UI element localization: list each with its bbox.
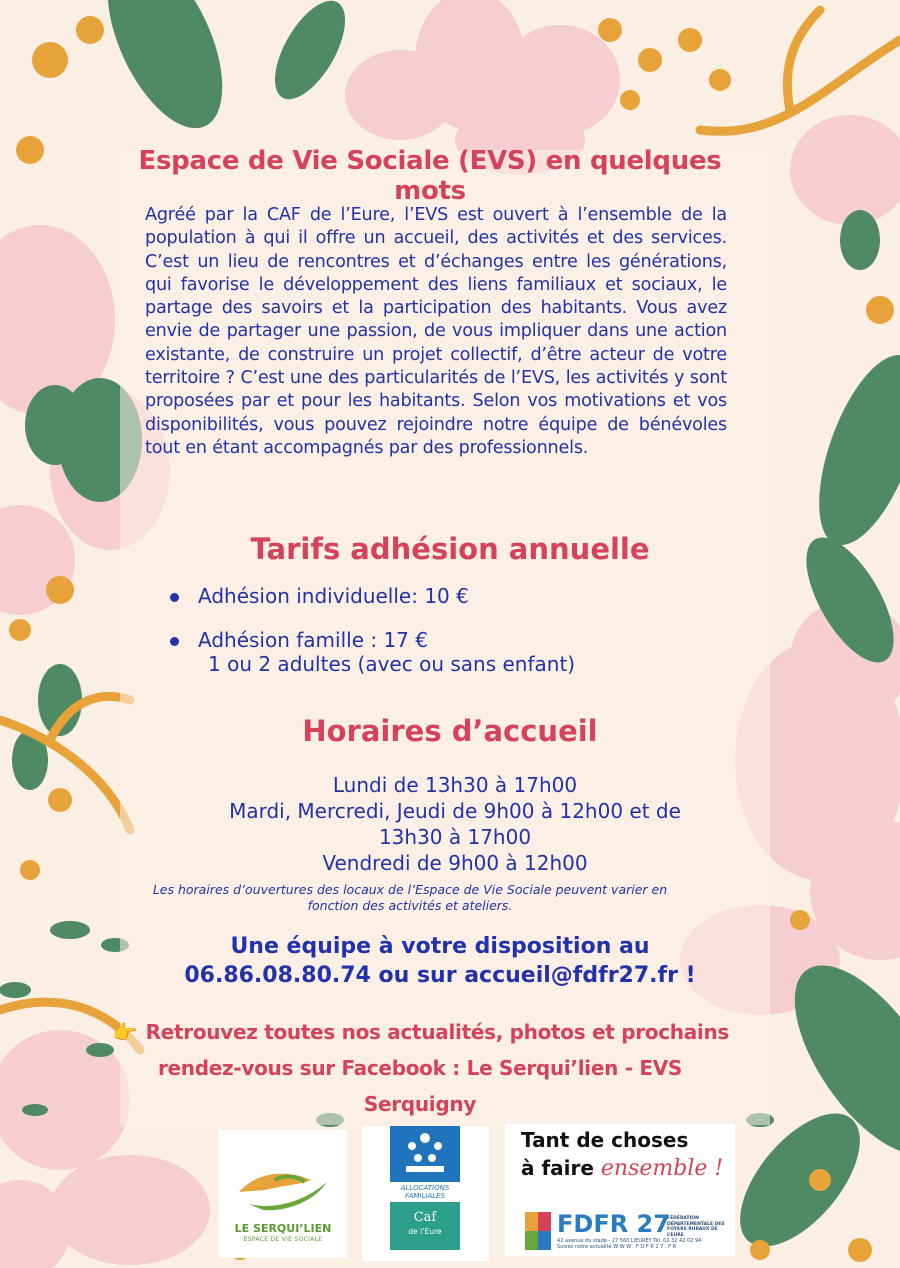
fdfr-slogan-line-1: Tant de choses (521, 1128, 689, 1152)
fdfr-follow[interactable]: Suivez notre actualité W W W . F D F R 2 7 . F R (557, 1244, 677, 1250)
serquilien-logo (219, 1130, 347, 1258)
horaire-line: 13h30 à 17h00 (378, 825, 532, 849)
tarif-individuel-label: Adhésion individuelle: 10 € (198, 584, 469, 608)
caf-name-block (390, 1202, 460, 1250)
caf-family-icon (390, 1126, 460, 1182)
fdfr-slogan-line-2 (521, 1156, 723, 1181)
fdfr-slogan-prefix: à faire (521, 1156, 601, 1180)
caf-label-line-1: ALLOCATIONS (400, 1184, 450, 1192)
caf-label (390, 1184, 460, 1200)
horaires-note: Les horaires d’ouvertures des locaux de l’Espace de Vie Sociale peuvent varier en fonction des activités et ateliers. (152, 882, 668, 913)
tarif-individuel (168, 584, 688, 608)
horaires-title: Horaires d’accueil (302, 714, 598, 748)
fdfr-address: 42 avenue du stade - 27 560 LIEUREY Tél. 02 32 42 02 94 (557, 1238, 702, 1244)
tarif-famille (168, 628, 688, 676)
bullet-icon (170, 637, 179, 646)
horaires-lines (150, 772, 760, 876)
contact-line-1: Une équipe à votre disposition au (230, 934, 650, 959)
fdfr-address-block (557, 1238, 733, 1250)
tarifs-list (168, 584, 688, 676)
fdfr-logo (505, 1124, 735, 1256)
tarif-famille-detail: 1 ou 2 adultes (avec ou sans enfant) (208, 652, 576, 676)
tarifs-title: Tarifs adhésion annuelle (250, 532, 650, 566)
facebook-line-1 (100, 1014, 740, 1050)
serquilien-subtitle: ESPACE DE VIE SOCIALE (243, 1236, 323, 1243)
pointing-hand-icon: 👉 (112, 1020, 138, 1044)
serquilien-name: LE SERQUI’LIEN (234, 1222, 332, 1235)
bullet-icon (170, 593, 179, 602)
tarif-famille-label: Adhésion famille : 17 € (198, 628, 428, 652)
evs-title: Espace de Vie Sociale (EVS) en quelques mots (138, 146, 722, 206)
contact-line-2[interactable]: 06.86.08.80.74 ou sur accueil@fdfr27.fr ! (184, 963, 696, 988)
facebook-line-2[interactable]: rendez-vous sur Facebook : Le Serqui’lien - EVS Serquigny (157, 1056, 683, 1116)
evs-intro-text: Agréé par la CAF de l’Eure, l’EVS est ouvert à l’ensemble de la population à qui il offre un accueil, des activités et des services. C’est un lieu de rencontres et d’échanges entre les générations, qui favorise le développement des liens familiaux et sociaux, le partage des savoirs et la participation des habitants. Vous avez envie de partager une passion, de vous impliquer dans une action existante, de construire un projet collectif, d’être acteur de votre territoire ? C’est une des particularités de l’EVS, les activités y sont proposées par et pour les habitants. Selon vos motivations et vos disponibilités, vous pouvez rejoindre notre équipe de bénévoles tout en étant accompagnés par des professionnels. (145, 205, 727, 458)
fdfr-slogan-script: ensemble ! (600, 1156, 724, 1181)
fdfr-org: FÉDÉRATION DÉPARTEMENTALE DES FOYERS RURAUX DE L’EURE (667, 1216, 725, 1238)
horaire-line: Vendredi de 9h00 à 12h00 (322, 851, 588, 875)
caf-name: Caf (413, 1210, 437, 1225)
caf-label-line-2: FAMILIALES (404, 1192, 446, 1200)
hands-icon (219, 1130, 347, 1220)
horaire-line: Lundi de 13h30 à 17h00 (332, 773, 578, 797)
fdfr-mark-icon (525, 1212, 551, 1250)
horaire-line: Mardi, Mercredi, Jeudi de 9h00 à 12h00 et de (229, 799, 681, 823)
fdfr-name: FDFR 27 (557, 1210, 670, 1238)
facebook-text-1: Retrouvez toutes nos actualités, photos et prochains (145, 1020, 730, 1044)
caf-logo (362, 1126, 489, 1261)
contact-block (120, 932, 760, 990)
caf-region: de l’Eure (408, 1227, 442, 1236)
facebook-block (100, 1014, 740, 1122)
